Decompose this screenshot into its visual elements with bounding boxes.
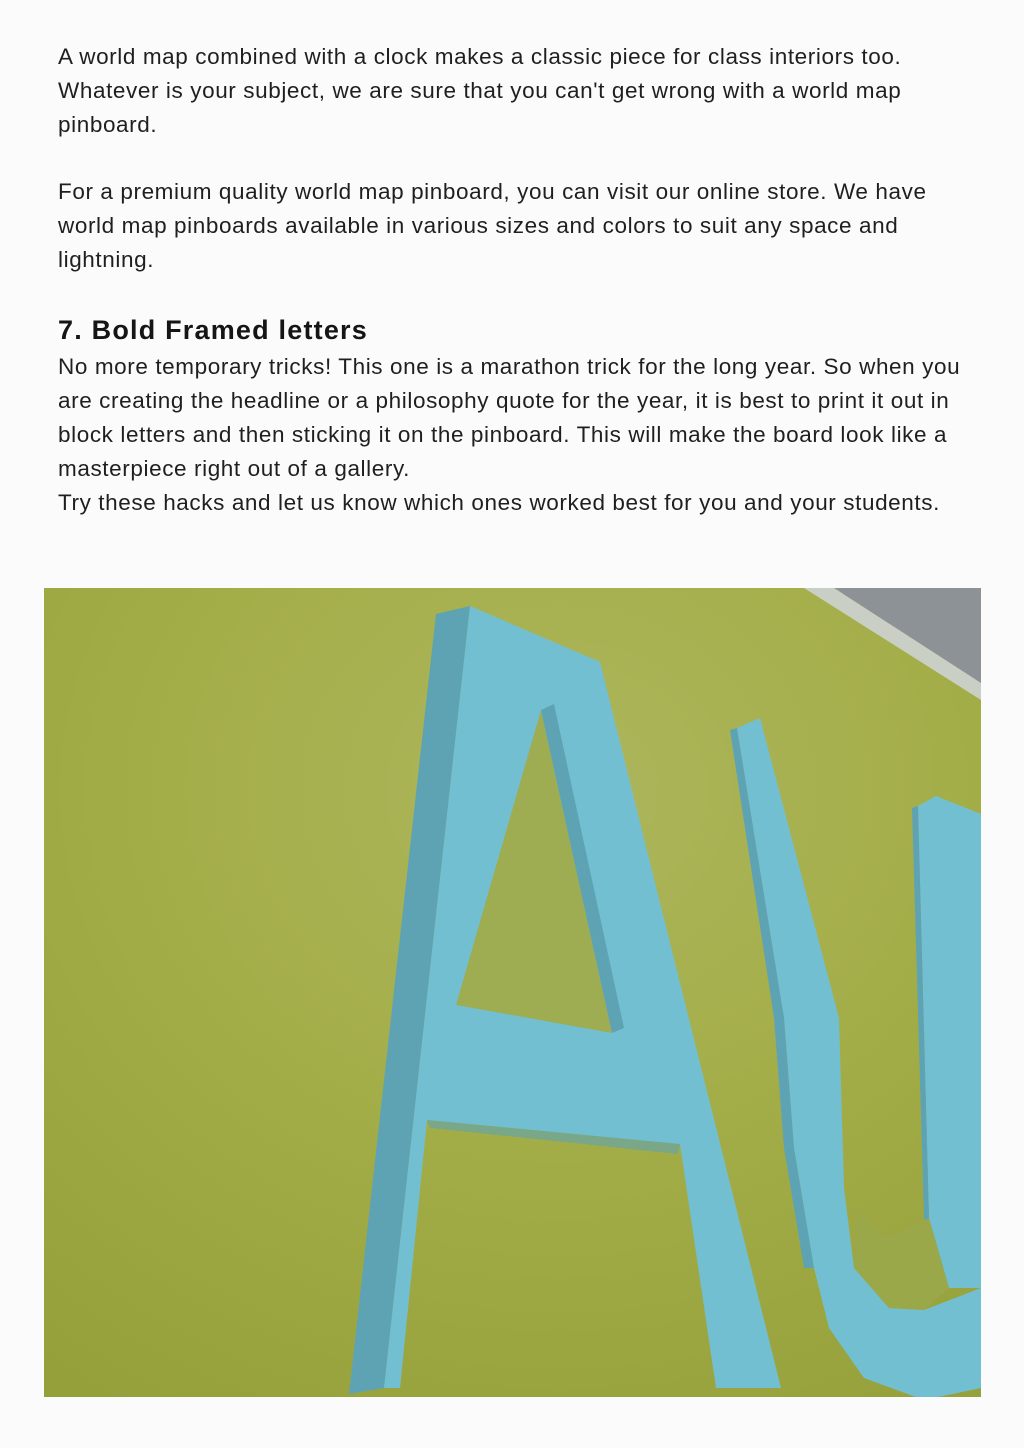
article-body (58, 40, 968, 520)
closing-paragraph: Try these hacks and let us know which ones worked best for you and your students. (58, 490, 940, 515)
paragraph-spacer (58, 142, 968, 175)
letters-illustration (44, 588, 981, 1397)
section-heading: 7. Bold Framed letters (58, 315, 368, 345)
paragraph-spacer (58, 277, 968, 310)
paragraph-online-store: For a premium quality world map pinboard, you can visit our online store. We have world map pinboards available in various sizes and colors to suit any space and lightning. (58, 179, 927, 272)
paragraph-world-map-clock: A world map combined with a clock makes a classic piece for class interiors too. Whatever is your subject, we are sure that you can't get wrong with a world map pinboard. (58, 44, 902, 137)
bold-letters-photo (44, 588, 981, 1397)
section-body: No more temporary tricks! This one is a marathon trick for the long year. So when you are creating the headline or a philosophy quote for the year, it is best to print it out in block letters and then sticking it on the pinboard. This will make the board look like a masterpiece right out of a gallery. (58, 354, 961, 481)
